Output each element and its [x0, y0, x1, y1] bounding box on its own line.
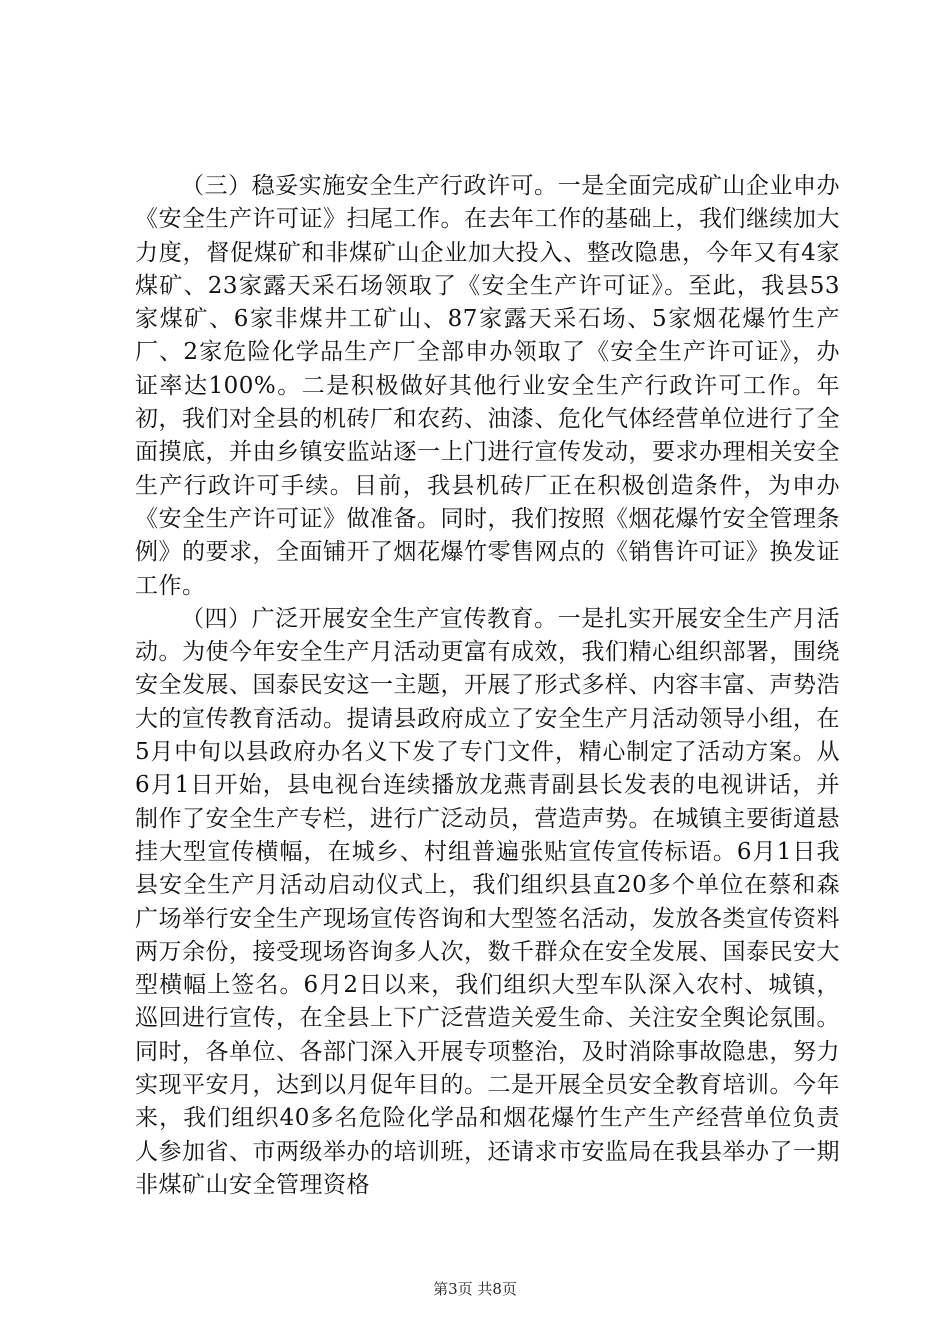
page-footer [0, 1278, 950, 1299]
paragraph-section-four: （四）广泛开展安全生产宣传教育。一是扎实开展安全生产月活动。为使今年安全生产月活动更富有成效，我们精心组织部署，围绕安全发展、国泰民安这一主题，开展了形式多样、内容丰富、声势浩大的宣传教育活动。提请县政府成立了安全生产月活动领导小组，在5月中旬以县政府办名义下发了专门文件，精心制定了活动方案。从6月1日开始，县电视台连续播放龙燕青副县长发表的电视讲话，并制作了安全生产专栏，进行广泛动员，营造声势。在城镇主要街道悬挂大型宣传横幅，在城乡、村组普遍张贴宣传宣传标语。6月1日我县安全生产月活动启动仪式上，我们组织县直20多个单位在蔡和森广场举行安全生产现场宣传咨询和大型签名活动，发放各类宣传资料两万余份，接受现场咨询多人次，数千群众在安全发展、国泰民安大型横幅上签名。6月2日以来，我们组织大型车队深入农村、城镇，巡回进行宣传，在全县上下广泛营造关爱生命、关注安全舆论氛围。同时，各单位、各部门深入开展专项整治，及时消除事故隐患，努力实现平安月，达到以月促年目的。二是开展全员安全教育培训。今年来，我们组织40多名危险化学品和烟花爆竹生产生产经营单位负责人参加省、市两级举办的培训班，还请求市安监局在我县举办了一期非煤矿山安全管理资格 [135, 605, 840, 1198]
paragraph-section-three: （三）稳妥实施安全生产行政许可。一是全面完成矿山企业申办《安全生产许可证》扫尾工作。在去年工作的基础上，我们继续加大力度，督促煤矿和非煤矿山企业加大投入、整改隐患，今年又有4家煤矿、23家露天采石场领取了《安全生产许可证》。至此，我县53家煤矿、6家非煤井工矿山、87家露天采石场、5家烟花爆竹生产厂、2家危险化学品生产厂全部申办领取了《安全生产许可证》，办证率达100%。二是积极做好其他行业安全生产行政许可工作。年初，我们对全县的机砖厂和农药、油漆、危化气体经营单位进行了全面摸底，并由乡镇安监站逐一上门进行宣传发动，要求办理相关安全生产行政许可手续。目前，我县机砖厂正在积极创造条件，为申办《安全生产许可证》做准备。同时，我们按照《烟花爆竹安全管理条例》的要求，全面铺开了烟花爆竹零售网点的《销售许可证》换发证工作。 [135, 173, 840, 599]
page-number: 第3页 共8页 [433, 1280, 517, 1298]
document-body [135, 170, 840, 1202]
